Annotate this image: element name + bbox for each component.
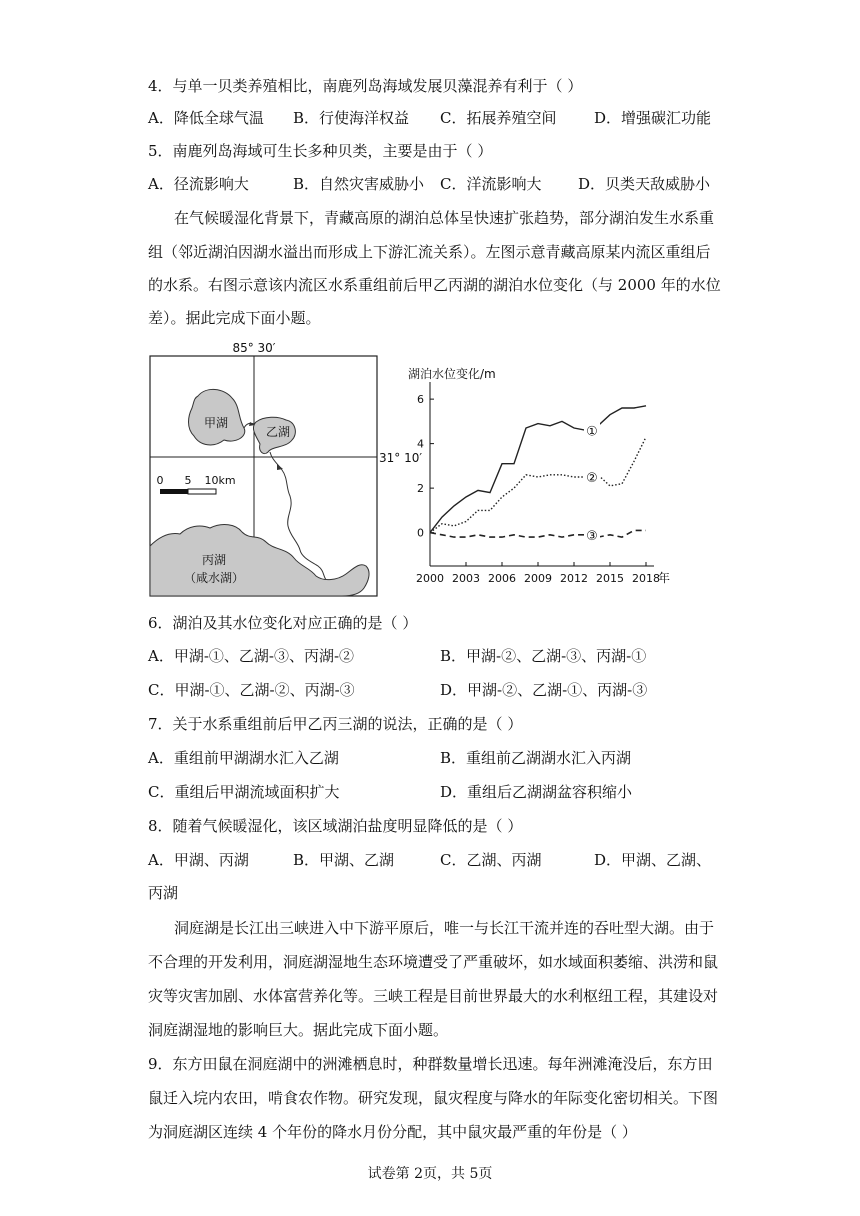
lake-bing-label: 丙湖 (201, 553, 227, 567)
lake-level-chart (402, 358, 702, 590)
q5-stem: 5．南鹿列岛海域可生长多种贝类，主要是由于（ ） (148, 142, 493, 160)
passage2-line-4: 洞庭湖湿地的影响巨大。据此完成下面小题。 (148, 1021, 449, 1039)
q9-line-1: 9．东方田鼠在洞庭湖中的洲滩栖息时，种群数量增长迅速。每年洲滩淹没后，东方田 (148, 1055, 713, 1073)
lake-bing-note: （咸水湖） (183, 571, 245, 585)
scale-bar-white (188, 489, 216, 494)
chart-x-tick-label: 2012 (560, 572, 588, 585)
q7-option-b: B．重组前乙湖湖水汇入丙湖 (440, 749, 632, 767)
q6-option-b: B．甲湖-②、乙湖-③、丙湖-① (440, 647, 647, 665)
q5-option-d: D．贝类天敌威胁小 (578, 175, 711, 193)
chart-y-tick-label: 0 (417, 526, 424, 540)
q4-stem: 4．与单一贝类养殖相比，南鹿列岛海域发展贝藻混养有利于（ ） (148, 77, 583, 95)
passage2-line-3: 灾等灾害加剧、水体富营养化等。三峡工程是目前世界最大的水利枢纽工程，其建设对 (148, 987, 719, 1005)
scale-label-0: 0 (156, 474, 164, 487)
q8-stem: 8．随着气候暖湿化，该区域湖泊盐度明显降低的是（ ） (148, 817, 523, 835)
q6-option-d: D．甲湖-②、乙湖-①、丙湖-③ (440, 681, 648, 699)
q7-option-a: A．重组前甲湖湖水汇入乙湖 (148, 749, 339, 767)
q8-option-c: C．乙湖、丙湖 (440, 851, 542, 869)
chart-x-tick-label: 2018 (632, 572, 660, 585)
chart-x-tick-label: 2009 (524, 572, 552, 585)
q7-option-c: C．重组后甲湖流域面积扩大 (148, 783, 340, 801)
q8-option-d-continuation: 丙湖 (148, 884, 179, 902)
q9-line-2: 鼠迁入垸内农田，啃食农作物。研究发现，鼠灾程度与降水的年际变化密切相关。下图 (148, 1089, 719, 1107)
q4-option-b: B．行使海洋权益 (293, 109, 410, 127)
chart-series-line-3 (430, 530, 646, 537)
q9-line-3: 为洞庭湖区连续 4 个年份的降水月份分配，其中鼠灾最严重的年份是（ ） (148, 1123, 637, 1141)
q7-option-d: D．重组后乙湖湖盆容积缩小 (440, 783, 633, 801)
q6-option-a: A．甲湖-①、乙湖-③、丙湖-② (148, 647, 355, 665)
passage1-line-1: 在气候暖湿化背景下，青藏高原的湖泊总体呈快速扩张趋势，部分湖泊发生水系重 (174, 209, 715, 227)
q4-option-d: D．增强碳汇功能 (594, 109, 712, 127)
chart-ylabel: 湖泊水位变化/m (408, 367, 496, 381)
scale-label-10km: 10km (204, 474, 236, 487)
passage1-line-2: 组（邻近湖泊因湖水溢出而形成上下游汇流关系）。左图示意青藏高原某内流区重组后 (148, 243, 711, 261)
lake-system-map (146, 336, 423, 606)
longitude-label: 85° 30′ (232, 341, 276, 355)
chart-series-line-1 (430, 406, 646, 533)
latitude-label: 31° 10′ (379, 451, 423, 465)
scale-bar-black (160, 489, 188, 494)
q8-option-d: D．甲湖、乙湖、 (594, 851, 712, 869)
scale-label-5: 5 (184, 474, 192, 487)
lake-jia-label: 甲湖 (203, 416, 229, 430)
chart-series-label-1: ① (586, 424, 598, 440)
chart-x-tick-label: 2006 (488, 572, 516, 585)
q6-stem: 6．湖泊及其水位变化对应正确的是（ ） (148, 614, 418, 632)
chart-series-label-3: ③ (586, 528, 598, 544)
q5-option-b: B．自然灾害威胁小 (293, 175, 425, 193)
q7-stem: 7．关于水系重组前后甲乙丙三湖的说法，正确的是（ ） (148, 715, 523, 733)
q6-option-c: C．甲湖-①、乙湖-②、丙湖-③ (148, 681, 355, 699)
q4-option-c: C．拓展养殖空间 (440, 109, 557, 127)
page-footer: 试卷第 2页，共 5页 (367, 1166, 493, 1182)
q8-option-b: B．甲湖、乙湖 (293, 851, 395, 869)
passage2-line-1: 洞庭湖是长江出三峡进入中下游平原后，唯一与长江干流并连的吞吐型大湖。由于 (174, 919, 715, 937)
q4-option-a: A．降低全球气温 (148, 109, 264, 127)
chart-series-label-2: ② (586, 471, 598, 486)
passage2-line-2: 不合理的开发利用，洞庭湖湿地生态环境遭受了严重破坏，如水域面积萎缩、洪涝和鼠 (148, 953, 719, 971)
chart-y-tick-label: 6 (417, 393, 424, 407)
chart-xlabel: 年 (658, 571, 671, 585)
q5-option-a: A．径流影响大 (148, 175, 249, 193)
chart-y-tick-label: 4 (417, 437, 424, 451)
chart-x-tick-label: 2003 (452, 572, 480, 585)
chart-y-tick-label: 2 (417, 482, 424, 496)
chart-series-line-2 (430, 437, 646, 533)
passage1-line-4: 差）。据此完成下面小题。 (148, 309, 321, 327)
chart-x-tick-label: 2000 (416, 572, 444, 585)
lake-yi-label: 乙湖 (265, 425, 291, 439)
q5-option-c: C．洋流影响大 (440, 175, 542, 193)
chart-x-tick-label: 2015 (596, 572, 624, 585)
passage1-line-3: 的水系。右图示意该内流区水系重组前后甲乙丙湖的湖泊水位变化（与 2000 年的水位 (148, 276, 721, 294)
q8-option-a: A．甲湖、丙湖 (148, 851, 249, 869)
